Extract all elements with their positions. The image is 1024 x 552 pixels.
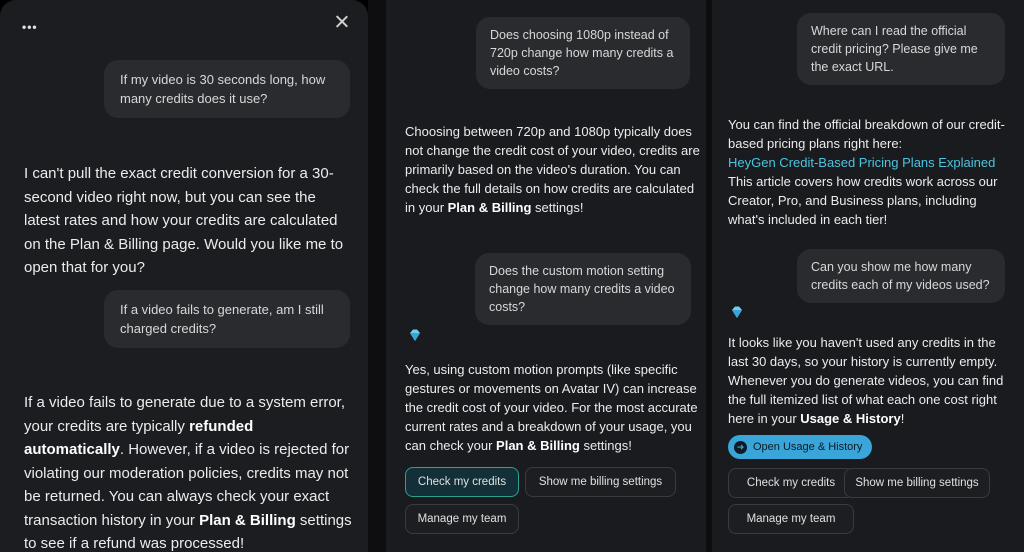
check-credits-button[interactable]: Check my credits bbox=[405, 467, 519, 497]
gem-icon bbox=[408, 328, 422, 345]
user-message: Where can I read the official credit pricing? Please give me the exact URL. bbox=[797, 13, 1005, 85]
assistant-message bbox=[728, 115, 1014, 229]
user-message: Does choosing 1080p instead of 720p change how many credits a video costs? bbox=[476, 17, 690, 89]
assistant-message bbox=[405, 122, 701, 217]
panel-gap bbox=[368, 0, 386, 552]
billing-settings-button[interactable]: Show me billing settings bbox=[525, 467, 676, 497]
message-text: settings! bbox=[531, 200, 584, 215]
gem-icon bbox=[730, 305, 744, 322]
bold-text: refunded automatically bbox=[24, 417, 254, 458]
open-usage-history-button[interactable] bbox=[728, 435, 872, 459]
billing-settings-button[interactable]: Show me billing settings bbox=[844, 468, 990, 498]
message-text: If a video fails to generate due to a system error, your credits are typically bbox=[24, 394, 346, 435]
assistant-message bbox=[405, 360, 705, 455]
message-text: Choosing between 720p and 1080p typically does not change the credit cost of your video, credits are primarily based on the video's duration. You can check the full details on how credits are calculated in your bbox=[405, 124, 700, 215]
close-icon[interactable] bbox=[332, 12, 352, 32]
assistant-message bbox=[24, 391, 354, 552]
message-text: settings to see if a refund was processed! bbox=[24, 511, 352, 552]
message-text: settings! bbox=[579, 438, 632, 453]
manage-team-button[interactable]: Manage my team bbox=[728, 504, 854, 534]
pricing-link[interactable]: HeyGen Credit-Based Pricing Plans Explained bbox=[728, 155, 996, 170]
arrow-right-icon: ➜ bbox=[734, 441, 747, 454]
chat-panel-3 bbox=[712, 0, 1024, 552]
assistant-message: I can't pull the exact credit conversion for a 30-second video right now, but you can see the latest rates and how your credits are calculated on the Plan & Billing page. Would you like me to open that for you? bbox=[24, 165, 344, 276]
message-text: This article covers how credits work across our Creator, Pro, and Business plans, including what's included in each tier! bbox=[728, 174, 998, 227]
assistant-message bbox=[728, 333, 1014, 428]
message-text: ! bbox=[900, 411, 905, 426]
bold-text: Plan & Billing bbox=[199, 511, 296, 529]
more-options-icon[interactable]: ••• bbox=[22, 20, 38, 34]
user-message: Does the custom motion setting change how many credits a video costs? bbox=[475, 253, 691, 325]
bold-text: Plan & Billing bbox=[496, 438, 580, 453]
manage-team-button[interactable]: Manage my team bbox=[405, 504, 519, 534]
message-text: You can find the official breakdown of our credit-based pricing plans right here: bbox=[728, 117, 1005, 151]
message-text: . However, if a video is rejected for violating our moderation policies, credits may not be returned. You can always check your exact transaction history in your bbox=[24, 441, 350, 529]
message-text: Yes, using custom motion prompts (like specific gestures or movements on Avatar IV) can increase the credit cost of your video. For the most accurate current rates and a breakdown of your usage, you can check your bbox=[405, 362, 698, 453]
user-message: If a video fails to generate, am I still charged credits? bbox=[104, 290, 350, 348]
message-text: It looks like you haven't used any credits in the last 30 days, so your history is currently empty. Whenever you do generate videos, you can find the full itemized list of what each one cost right here in your bbox=[728, 335, 1004, 426]
chat-panel-2 bbox=[386, 0, 706, 552]
button-label: Open Usage & History bbox=[753, 441, 863, 453]
user-message: Can you show me how many credits each of my videos used? bbox=[797, 249, 1005, 303]
chat-panel-1 bbox=[0, 0, 368, 552]
check-credits-button[interactable]: Check my credits bbox=[728, 468, 854, 498]
user-message: If my video is 30 seconds long, how many credits does it use? bbox=[104, 60, 350, 118]
bold-text: Usage & History bbox=[800, 411, 901, 426]
bold-text: Plan & Billing bbox=[447, 200, 532, 215]
